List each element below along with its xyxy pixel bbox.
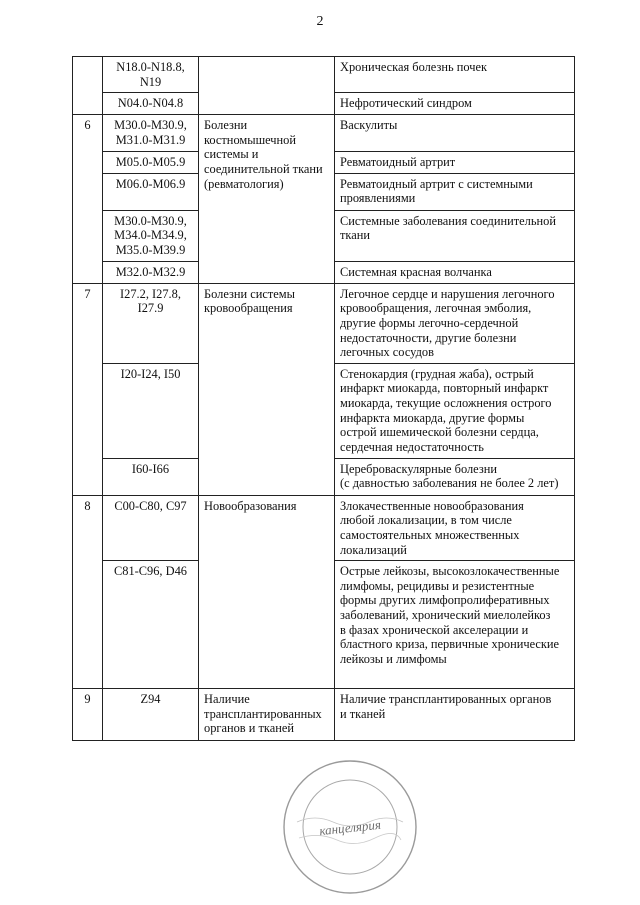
group-cell [199, 57, 335, 115]
code-cell: M30.0-M30.9, M31.0-M31.9 [103, 115, 199, 152]
office-stamp [275, 752, 425, 902]
page-number: 2 [316, 14, 324, 29]
table-row [73, 57, 575, 93]
code-cell: N18.0-N18.8, N19 [103, 57, 199, 93]
disease-cell: Стенокардия (грудная жаба), острый инфаркт миокарда, повторный инфаркт миокарда, текущие осложнения острого инфаркта миокарда, другие формы острой ишемической болезни сердца, сердечная недостаточность [335, 363, 575, 458]
disease-cell: Ревматоидный артрит [335, 152, 575, 174]
disease-cell: Острые лейкозы, высокозлокачественные лимфомы, рецидивы и резистентные формы других лимфопролиферативных заболеваний, хронический миелолейкоз в фазах хронической акселерации и бластного криза, первичные хронические лейкозы и лимфомы [335, 561, 575, 689]
code-cell: Z94 [103, 689, 199, 741]
code-cell: M05.0-M05.9 [103, 152, 199, 174]
code-cell: N04.0-N04.8 [103, 93, 199, 115]
disease-cell: Наличие трансплантированных органов и тканей [335, 689, 575, 741]
code-cell: I60-I66 [103, 458, 199, 495]
disease-cell: Цереброваскулярные болезни (с давностью заболевания не более 2 лет) [335, 458, 575, 495]
row-number-cell [73, 57, 103, 115]
table-row [73, 689, 575, 741]
disease-cell: Васкулиты [335, 115, 575, 152]
disease-cell: Системные заболевания соединительной ткани [335, 210, 575, 261]
code-cell: M06.0-M06.9 [103, 173, 199, 210]
group-cell: Болезни системы кровообращения [199, 283, 335, 495]
group-cell: Новообразования [199, 495, 335, 688]
stamp-text: канцелярия [318, 816, 382, 839]
disease-cell: Легочное сердце и нарушения легочного кровообращения, легочная эмболия, другие формы легочно-сердечной недостаточности, другие болезни легочных сосудов [335, 283, 575, 363]
table-row [73, 115, 575, 152]
code-cell: I20-I24, I50 [103, 363, 199, 458]
disease-cell: Нефротический синдром [335, 93, 575, 115]
code-cell: M30.0-M30.9, M34.0-M34.9, M35.0-M39.9 [103, 210, 199, 261]
group-cell: Наличие трансплантированных органов и тканей [199, 689, 335, 741]
group-cell: Болезни костномышечной системы и соединительной ткани (ревматология) [199, 115, 335, 284]
row-number-cell: 7 [73, 283, 103, 495]
code-cell: M32.0-M32.9 [103, 261, 199, 283]
code-cell: C81-C96, D46 [103, 561, 199, 689]
row-number-cell: 6 [73, 115, 103, 284]
row-number-cell: 8 [73, 495, 103, 688]
code-cell: C00-C80, C97 [103, 495, 199, 560]
table-row [73, 495, 575, 560]
disease-cell: Злокачественные новообразования любой локализации, в том числе самостоятельных множественных локализаций [335, 495, 575, 560]
disease-cell: Системная красная волчанка [335, 261, 575, 283]
row-number-cell: 9 [73, 689, 103, 741]
code-cell: I27.2, I27.8, I27.9 [103, 283, 199, 363]
disease-cell: Ревматоидный артрит с системными проявлениями [335, 173, 575, 210]
disease-cell: Хроническая болезнь почек [335, 57, 575, 93]
disease-code-table [72, 56, 575, 741]
table-row [73, 283, 575, 363]
